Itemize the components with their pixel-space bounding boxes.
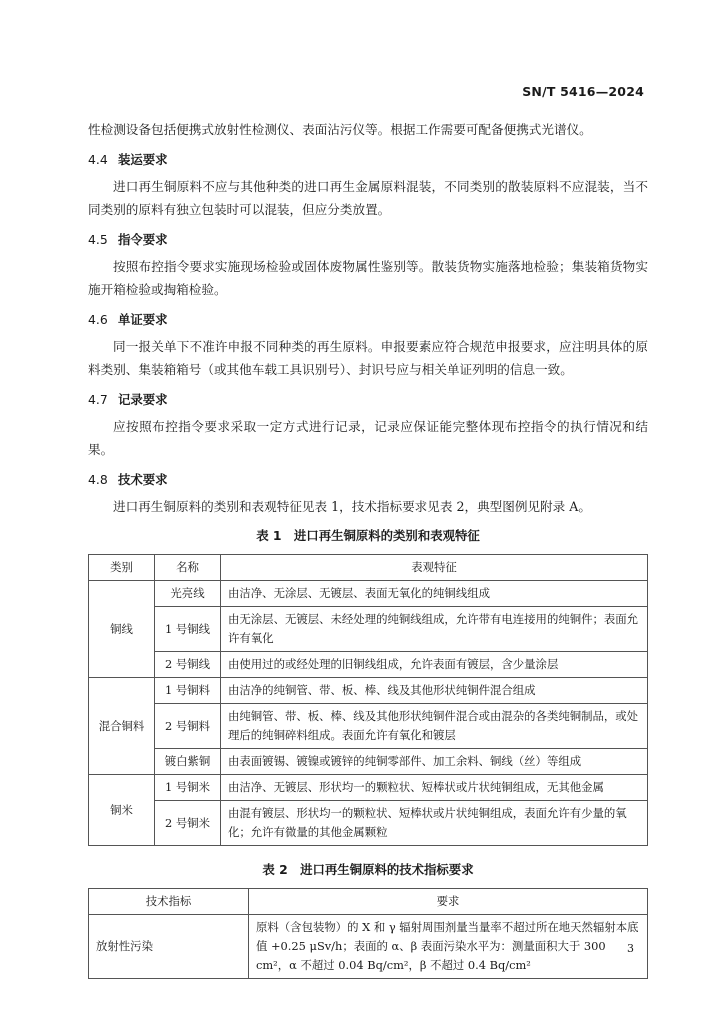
section-number: 4.7 bbox=[88, 392, 108, 407]
category-cell: 铜米 bbox=[89, 775, 155, 846]
section-number: 4.4 bbox=[88, 152, 108, 167]
table-row bbox=[89, 801, 648, 846]
section-title: 技术要求 bbox=[118, 472, 168, 487]
name-cell: 2 号铜料 bbox=[155, 704, 221, 749]
paragraph-4-6: 同一报关单下不准许申报不同种类的再生原料。申报要素应符合规范申报要求，应注明具体的原料类别、集装箱箱号（或其他车载工具识别号）、封识号应与相关单证列明的信息一致。 bbox=[88, 339, 648, 377]
section-heading-4-6 bbox=[88, 309, 648, 331]
header-cell: 表观特征 bbox=[221, 555, 648, 581]
desc-cell: 由表面镀锡、镀镍或镀锌的纯铜零部件、加工余料、铜线（丝）等组成 bbox=[221, 749, 648, 775]
desc-cell: 由洁净、无涂层、无镀层、表面无氧化的纯铜线组成 bbox=[221, 581, 648, 607]
section-title: 记录要求 bbox=[118, 392, 168, 407]
table2 bbox=[88, 888, 648, 979]
name-cell: 1 号铜料 bbox=[155, 678, 221, 704]
table-header-row bbox=[89, 889, 648, 915]
paragraph-4-8: 进口再生铜原料的类别和表观特征见表 1，技术指标要求见表 2，典型图例见附录 A。 bbox=[113, 499, 591, 514]
name-cell: 光亮线 bbox=[155, 581, 221, 607]
section-number: 4.6 bbox=[88, 312, 108, 327]
desc-cell: 由洁净的纯铜管、带、板、棒、线及其他形状纯铜件混合组成 bbox=[221, 678, 648, 704]
table-row bbox=[89, 915, 648, 979]
name-cell: 2 号铜线 bbox=[155, 652, 221, 678]
desc-cell: 由洁净、无镀层、形状均一的颗粒状、短棒状或片状纯铜组成，无其他金属 bbox=[221, 775, 648, 801]
section-heading-4-7 bbox=[88, 389, 648, 411]
section-title: 装运要求 bbox=[118, 152, 168, 167]
table2-caption: 表 2 进口再生铜原料的技术指标要求 bbox=[262, 862, 474, 877]
table-row bbox=[89, 704, 648, 749]
header-cell: 技术指标 bbox=[89, 889, 249, 915]
table-row bbox=[89, 775, 648, 801]
paragraph-continued: 性检测设备包括便携式放射性检测仪、表面沾污仪等。根据工作需要可配备便携式光谱仪。 bbox=[88, 122, 592, 137]
name-cell: 1 号铜米 bbox=[155, 775, 221, 801]
category-cell: 混合铜料 bbox=[89, 678, 155, 775]
section-heading-4-5 bbox=[88, 229, 648, 251]
section-heading-4-4 bbox=[88, 149, 648, 171]
table-row bbox=[89, 652, 648, 678]
name-cell: 1 号铜线 bbox=[155, 607, 221, 652]
header-cell: 名称 bbox=[155, 555, 221, 581]
header-cell: 类别 bbox=[89, 555, 155, 581]
table-header-row bbox=[89, 555, 648, 581]
name-cell: 2 号铜米 bbox=[155, 801, 221, 846]
page-content bbox=[88, 118, 648, 979]
section-number: 4.5 bbox=[88, 232, 108, 247]
table-row bbox=[89, 581, 648, 607]
paragraph-4-5: 按照布控指令要求实施现场检验或固体废物属性鉴别等。散装货物实施落地检验；集装箱货物实施开箱检验或掏箱检验。 bbox=[88, 259, 648, 297]
desc-cell: 由使用过的或经处理的旧铜线组成，允许表面有镀层，含少量涂层 bbox=[221, 652, 648, 678]
indicator-cell: 放射性污染 bbox=[89, 915, 249, 979]
standard-code: SN/T 5416—2024 bbox=[522, 84, 644, 99]
section-title: 指令要求 bbox=[118, 232, 168, 247]
header-cell: 要求 bbox=[249, 889, 648, 915]
table-row bbox=[89, 607, 648, 652]
category-cell: 铜线 bbox=[89, 581, 155, 678]
table-row bbox=[89, 749, 648, 775]
paragraph-4-4: 进口再生铜原料不应与其他种类的进口再生金属原料混装，不同类别的散装原料不应混装，当不同类别的原料有独立包装时可以混装，但应分类放置。 bbox=[88, 179, 648, 217]
table1-caption: 表 1 进口再生铜原料的类别和表观特征 bbox=[256, 528, 480, 543]
table1 bbox=[88, 554, 648, 846]
table-row bbox=[89, 678, 648, 704]
name-cell: 镀白紫铜 bbox=[155, 749, 221, 775]
section-title: 单证要求 bbox=[118, 312, 168, 327]
paragraph-4-7: 应按照布控指令要求采取一定方式进行记录，记录应保证能完整体现布控指令的执行情况和结果。 bbox=[88, 419, 648, 457]
desc-cell: 由无涂层、无镀层、未经处理的纯铜线组成，允许带有电连接用的纯铜件；表面允许有氧化 bbox=[221, 607, 648, 652]
desc-cell: 由混有镀层、形状均一的颗粒状、短棒状或片状纯铜组成，表面允许有少量的氧化；允许有微量的其他金属颗粒 bbox=[221, 801, 648, 846]
desc-cell: 由纯铜管、带、板、棒、线及其他形状纯铜件混合或由混杂的各类纯铜制品，或处理后的纯铜碎料组成。表面允许有氧化和镀层 bbox=[221, 704, 648, 749]
page-number: 3 bbox=[627, 942, 634, 955]
section-number: 4.8 bbox=[88, 472, 108, 487]
section-heading-4-8 bbox=[88, 469, 648, 491]
requirement-cell: 原料（含包装物）的 X 和 γ 辐射周围剂量当量率不超过所在地天然辐射本底值 +0.25 μSv/h；表面的 α、β 表面污染水平为：测量面积大于 300 cm²，α 不超过 0.04 Bq/cm²，β 不超过 0.4 Bq/cm² bbox=[249, 915, 648, 979]
